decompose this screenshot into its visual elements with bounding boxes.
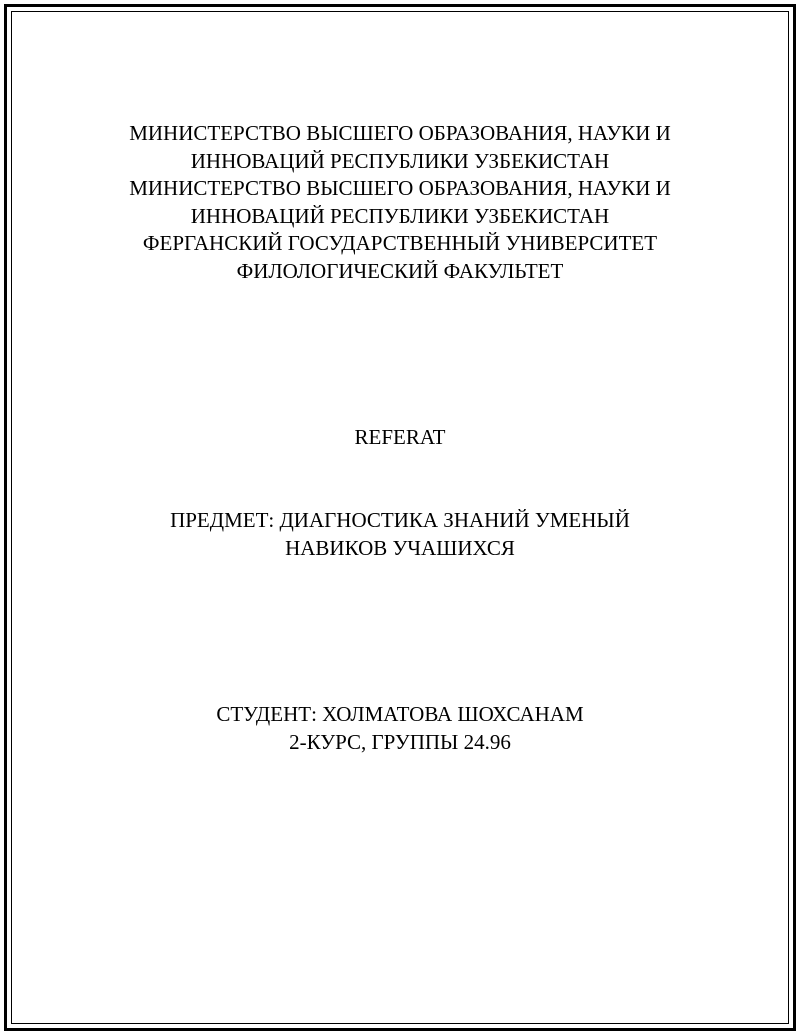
document-type-label: REFERAT (354, 425, 446, 449)
header-line: ФИЛОЛОГИЧЕСКИЙ ФАКУЛЬТЕТ (236, 258, 564, 283)
institution-header (0, 120, 800, 285)
student-line: 2-КУРС, ГРУППЫ 24.96 (289, 729, 511, 754)
header-line: МИНИСТЕРСТВО ВЫСШЕГО ОБРАЗОВАНИЯ, НАУКИ И (129, 176, 671, 200)
subject-block (0, 507, 800, 562)
header-line: МИНИСТЕРСТВО ВЫСШЕГО ОБРАЗОВАНИЯ, НАУКИ И (129, 121, 671, 145)
subject-line: ПРЕДМЕТ: ДИАГНОСТИКА ЗНАНИЙ УМЕНЫЙ (170, 508, 630, 532)
header-line: ФЕРГАНСКИЙ ГОСУДАРСТВЕННЫЙ УНИВЕРСИТЕТ (142, 231, 658, 255)
subject-line: НАВИКОВ УЧАШИХСЯ (285, 535, 515, 560)
student-line: СТУДЕНТ: ХОЛМАТОВА ШОХСАНАМ (216, 702, 584, 726)
header-line: ИННОВАЦИЙ РЕСПУБЛИКИ УЗБЕКИСТАН (190, 203, 610, 228)
header-line: ИННОВАЦИЙ РЕСПУБЛИКИ УЗБЕКИСТАН (190, 148, 610, 173)
document-type-title (0, 424, 800, 452)
student-info-block (0, 701, 800, 756)
